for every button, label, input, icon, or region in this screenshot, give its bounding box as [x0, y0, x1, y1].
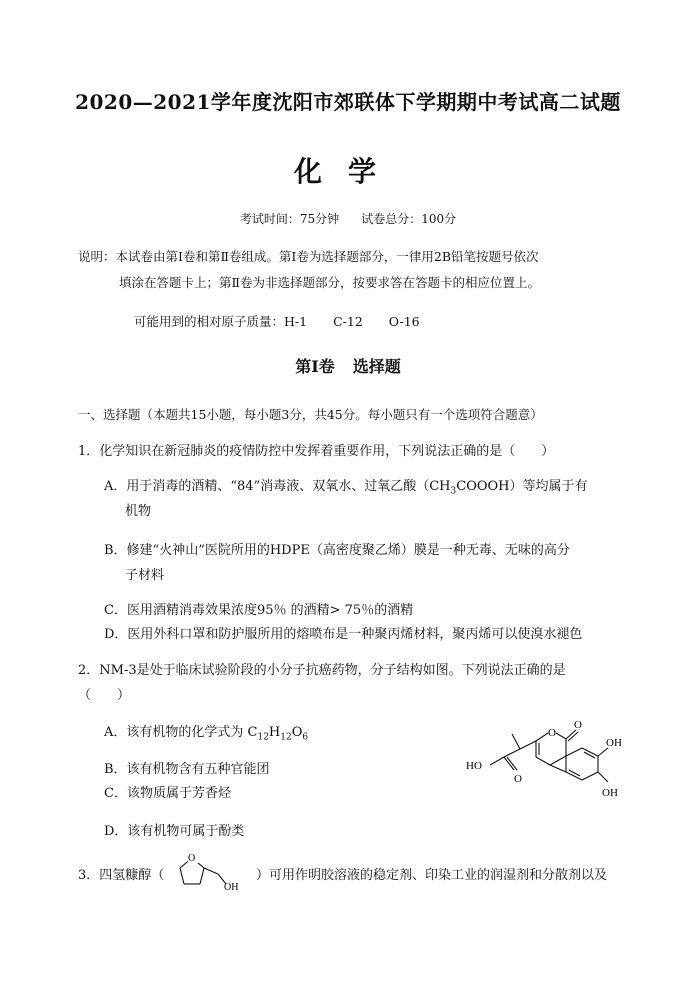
q2-option-b: B．该有机物含有五种官能团 [104, 762, 270, 777]
q1-stem: 1．化学知识在新冠肺炎的疫情防控中发挥着重要作用，下列说法正确的是（ ） [78, 444, 555, 459]
q3-stem-suffix: ）可用作明胶溶液的稳定剂、印染工业的润湿剂和分散剂以及 [256, 868, 608, 883]
part-one-heading: 一、选择题（本题共15小题，每小题3分，共45分。每小题只有一个选项符合题意） [78, 407, 543, 422]
ho-label: HO [466, 760, 482, 772]
section-roman: 第Ⅰ卷 [295, 357, 335, 376]
subject-title: 化学 [293, 155, 402, 188]
q1-option-c: C．医用酒精消毒效果浓度95％ 的酒精> 75％的酒精 [104, 603, 414, 618]
thf-alcohol-structure [166, 846, 250, 892]
oh-top-label: OH [606, 737, 622, 749]
total-score: 试卷总分：100分 [361, 212, 457, 226]
thf-o-label: O [188, 853, 196, 864]
q1-option-b: B．修建“火神山”医院所用的HDPE（高密度聚乙烯）膜是一种无毒、无味的高分 [104, 543, 570, 558]
atomic-masses [134, 312, 420, 330]
instructions-line-1: 说明：本试卷由第Ⅰ卷和第Ⅱ卷组成。第Ⅰ卷为选择题部分，一律用2B铅笔按题号依次 [78, 249, 539, 264]
q2-option-c: C．该物质属于芳香烃 [104, 786, 231, 801]
q3-stem-prefix: 3．四氢糠醇（ [78, 868, 165, 883]
nm3-structure-diagram [462, 712, 632, 804]
thf-bonds [180, 858, 226, 884]
thf-oh-label: OH [224, 882, 239, 892]
q1-option-a: A．用于消毒的酒精、“84”消毒液、双氧水、过氧乙酸$(CH_3COOOH)$等均属于有 [104, 479, 588, 497]
mass-h: 可能用到的相对原子质量：H-1 [134, 314, 308, 329]
q1-option-d: D．医用外科口罩和防护服所用的熔喷布是一种聚丙烯材料，聚丙烯可以使溴水褪色 [104, 627, 583, 642]
q2-stem: 2．NM-3是处于临床试验阶段的小分子抗癌药物，分子结构如图。下列说法正确的是 [78, 663, 566, 678]
q2-option-a: A．该有机物的化学式为 $C_{12}H_{12}O_6$ [104, 725, 309, 743]
oh-bottom-label: OH [602, 787, 618, 799]
instructions-line-2: 填涂在答题卡上；第Ⅱ卷为非选择题部分，按要求答在答题卡的相应位置上。 [119, 275, 540, 290]
mass-o: O-16 [388, 314, 420, 329]
q2-stem-cont: （ ） [78, 688, 131, 703]
q1-option-b-cont: 子材料 [125, 568, 165, 583]
section-name: 选择题 [352, 357, 401, 376]
exam-time: 考试时间：75分钟 [239, 212, 340, 226]
q2-option-d: D．该有机物可属于酚类 [104, 824, 245, 839]
exam-info [0, 210, 696, 227]
lactone-o-label: O [574, 719, 582, 731]
ring-o-label: O [548, 727, 556, 739]
acid-carbonyl-o-label: O [514, 773, 522, 785]
mass-c: C-12 [333, 314, 363, 329]
exam-title: 2020—2021学年度沈阳市郊联体下学期期中考试高二试题 [75, 90, 621, 114]
section-heading [0, 354, 696, 377]
q1-option-a-cont: 机物 [125, 504, 152, 519]
